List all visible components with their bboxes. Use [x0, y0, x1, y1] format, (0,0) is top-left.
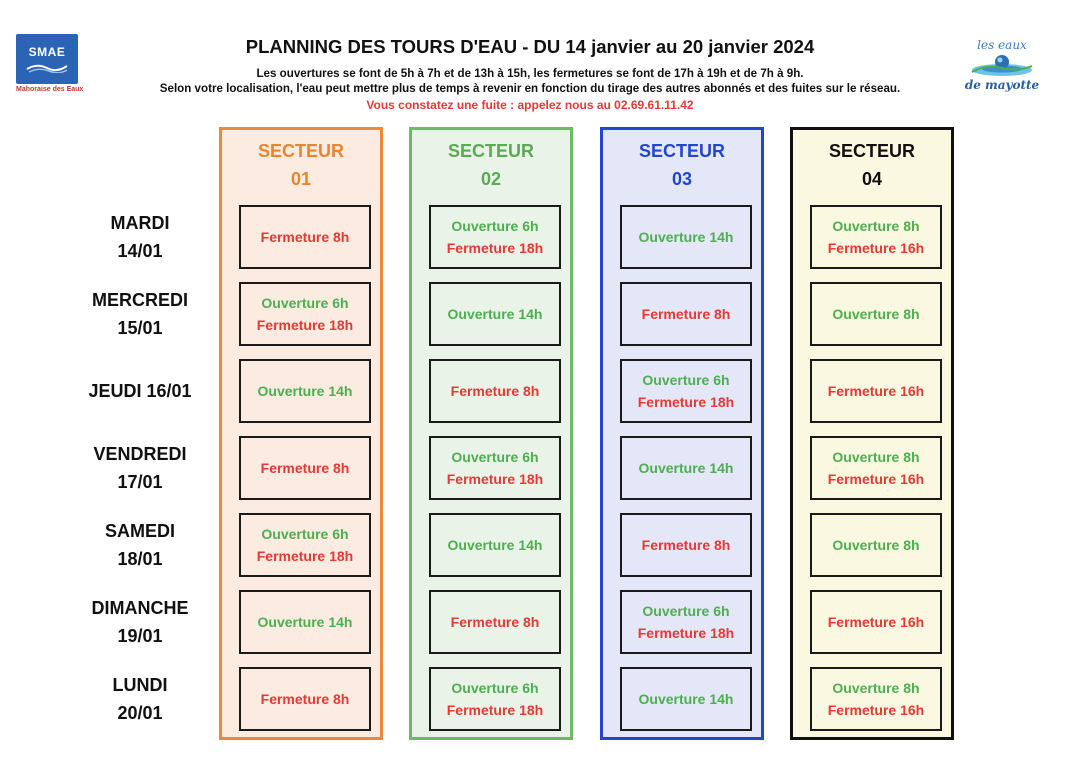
schedule-cell	[620, 513, 752, 577]
closing-time: Fermeture 18h	[446, 240, 544, 256]
schedule-cell	[810, 359, 942, 423]
sector-04-column	[790, 127, 954, 740]
day-label	[70, 205, 210, 269]
leak-hotline: Vous constatez une fuite : appelez nous au 02.69.61.11.42	[366, 98, 694, 112]
sector-03-header	[603, 137, 761, 193]
schedule-cell	[810, 282, 942, 346]
sector-number: 03	[671, 169, 693, 189]
schedule-cell	[239, 282, 371, 346]
closing-time: Fermeture 18h	[637, 394, 735, 410]
wave-icon	[25, 61, 69, 73]
closing-time: Fermeture 8h	[260, 229, 350, 245]
day-label	[70, 436, 210, 500]
schedule-cell	[429, 513, 561, 577]
schedule-cell	[239, 667, 371, 731]
day-label-line1: VENDREDI	[93, 444, 187, 464]
sector-label: SECTEUR	[828, 141, 915, 161]
schedule-cell	[239, 359, 371, 423]
opening-time: Ouverture 14h	[447, 306, 543, 322]
day-label-line2: 18/01	[117, 549, 163, 569]
schedule-cell	[620, 205, 752, 269]
closing-time: Fermeture 18h	[256, 548, 354, 564]
schedule-cell	[429, 436, 561, 500]
header	[110, 36, 950, 112]
sector-label: SECTEUR	[447, 141, 534, 161]
delay-note: Selon votre localisation, l'eau peut mettre plus de temps à revenir en fonction du tirage des autres abonnés et des fuites sur le réseau.	[159, 82, 901, 95]
logo-right-line2: de mayotte	[964, 78, 1040, 92]
closing-time: Fermeture 18h	[446, 702, 544, 718]
opening-time: Ouverture 8h	[832, 306, 920, 322]
closing-time: Fermeture 18h	[446, 471, 544, 487]
sector-02-header	[412, 137, 570, 193]
closing-time: Fermeture 18h	[637, 625, 735, 641]
day-label-line1: LUNDI	[112, 675, 168, 695]
opening-time: Ouverture 8h	[832, 680, 920, 696]
closing-time: Fermeture 18h	[256, 317, 354, 333]
smae-logo-box	[16, 34, 78, 84]
schedule-cell	[810, 205, 942, 269]
opening-time: Ouverture 6h	[451, 680, 539, 696]
day-label	[70, 513, 210, 577]
schedule-cell	[429, 282, 561, 346]
page-title: PLANNING DES TOURS D'EAU - DU 14 janvier au 20 janvier 2024	[245, 36, 815, 57]
schedule-cell	[810, 436, 942, 500]
sector-number: 01	[290, 169, 312, 189]
schedule-cell	[239, 436, 371, 500]
closing-time: Fermeture 16h	[827, 240, 925, 256]
day-label-line2: 15/01	[117, 318, 163, 338]
schedule-cell	[620, 282, 752, 346]
opening-time: Ouverture 6h	[642, 603, 730, 619]
sector-number: 04	[861, 169, 883, 189]
opening-time: Ouverture 14h	[638, 229, 734, 245]
sector-01-header	[222, 137, 380, 193]
closing-time: Fermeture 16h	[827, 702, 925, 718]
schedule-cell	[239, 513, 371, 577]
smae-logo	[16, 34, 82, 93]
day-label-line2: 20/01	[117, 703, 163, 723]
opening-time: Ouverture 6h	[451, 449, 539, 465]
opening-time: Ouverture 14h	[257, 383, 353, 399]
logo-right-line1: les eaux	[977, 38, 1027, 52]
schedule-note: Les ouvertures se font de 5h à 7h et de 13h à 15h, les fermetures se font de 17h à 19h et de 7h à 9h.	[256, 67, 804, 80]
day-label-line2: 19/01	[117, 626, 163, 646]
sector-04-header	[793, 137, 951, 193]
day-label-line1: DIMANCHE	[91, 598, 189, 618]
opening-time: Ouverture 6h	[451, 218, 539, 234]
opening-time: Ouverture 14h	[638, 460, 734, 476]
opening-time: Ouverture 14h	[447, 537, 543, 553]
schedule-cell	[810, 590, 942, 654]
day-label-line2: 14/01	[117, 241, 163, 261]
schedule-cell	[620, 590, 752, 654]
sector-label: SECTEUR	[257, 141, 344, 161]
eaux-de-mayotte-logo	[960, 38, 1044, 92]
schedule-cell	[239, 590, 371, 654]
sector-02-column	[409, 127, 573, 740]
opening-time: Ouverture 14h	[638, 691, 734, 707]
schedule-cell	[620, 667, 752, 731]
opening-time: Ouverture 6h	[261, 295, 349, 311]
schedule-cell	[810, 513, 942, 577]
schedule-cell	[429, 667, 561, 731]
opening-time: Ouverture 8h	[832, 218, 920, 234]
opening-time: Ouverture 8h	[832, 537, 920, 553]
schedule-cell	[429, 359, 561, 423]
closing-time: Fermeture 16h	[827, 471, 925, 487]
schedule-cell	[810, 667, 942, 731]
day-label-line1: SAMEDI	[104, 521, 175, 541]
closing-time: Fermeture 8h	[450, 614, 540, 630]
opening-time: Ouverture 6h	[642, 372, 730, 388]
closing-time: Fermeture 16h	[827, 614, 925, 630]
schedule-cell	[429, 590, 561, 654]
sector-label: SECTEUR	[638, 141, 725, 161]
opening-time: Ouverture 8h	[832, 449, 920, 465]
day-label	[70, 282, 210, 346]
opening-time: Ouverture 6h	[261, 526, 349, 542]
schedule-cell	[239, 205, 371, 269]
day-label	[70, 359, 210, 423]
closing-time: Fermeture 8h	[641, 306, 731, 322]
water-drop-icon	[970, 52, 1034, 78]
smae-logo-subtitle: Mahoraise des Eaux	[16, 86, 84, 93]
closing-time: Fermeture 16h	[827, 383, 925, 399]
smae-logo-text: SMAE	[28, 45, 66, 59]
sector-01-column	[219, 127, 383, 740]
sector-03-column	[600, 127, 764, 740]
opening-time: Ouverture 14h	[257, 614, 353, 630]
closing-time: Fermeture 8h	[641, 537, 731, 553]
closing-time: Fermeture 8h	[260, 691, 350, 707]
day-label-line1: JEUDI 16/01	[88, 381, 192, 401]
closing-time: Fermeture 8h	[450, 383, 540, 399]
schedule-cell	[429, 205, 561, 269]
closing-time: Fermeture 8h	[260, 460, 350, 476]
day-label-line2: 17/01	[117, 472, 163, 492]
schedule-cell	[620, 436, 752, 500]
schedule-cell	[620, 359, 752, 423]
day-label	[70, 667, 210, 731]
day-label-line1: MARDI	[110, 213, 170, 233]
day-label-line1: MERCREDI	[91, 290, 188, 310]
sector-number: 02	[480, 169, 502, 189]
day-label	[70, 590, 210, 654]
